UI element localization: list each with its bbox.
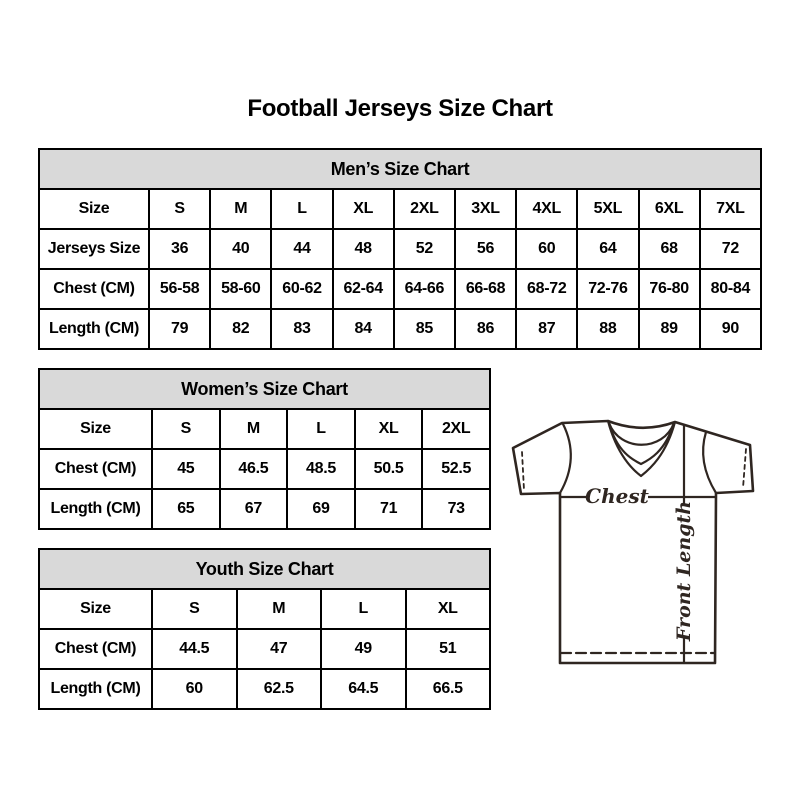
- value-cell: 66-68: [455, 269, 516, 309]
- value-cell: L: [321, 589, 406, 629]
- value-cell: 79: [149, 309, 210, 349]
- value-cell: M: [210, 189, 271, 229]
- table-title: Youth Size Chart: [39, 549, 490, 589]
- value-cell: 64-66: [394, 269, 455, 309]
- page-title: Football Jerseys Size Chart: [247, 95, 553, 122]
- value-cell: 2XL: [422, 409, 490, 449]
- value-cell: S: [152, 409, 220, 449]
- value-cell: XL: [333, 189, 394, 229]
- value-cell: 36: [149, 229, 210, 269]
- row-label-cell: Length (CM): [39, 309, 149, 349]
- value-cell: 5XL: [577, 189, 638, 229]
- youth-size-chart-table: [38, 548, 491, 710]
- value-cell: 80-84: [700, 269, 761, 309]
- value-cell: 50.5: [355, 449, 423, 489]
- row-label-cell: Size: [39, 409, 152, 449]
- row-label-cell: Size: [39, 189, 149, 229]
- table-row: [39, 629, 490, 669]
- value-cell: 60: [152, 669, 237, 709]
- table-row: [39, 229, 761, 269]
- right-armhole-seam: [703, 432, 716, 493]
- value-cell: 66.5: [406, 669, 491, 709]
- value-cell: 82: [210, 309, 271, 349]
- value-cell: M: [220, 409, 288, 449]
- value-cell: 51: [406, 629, 491, 669]
- value-cell: 62-64: [333, 269, 394, 309]
- value-cell: 4XL: [516, 189, 577, 229]
- value-cell: 52.5: [422, 449, 490, 489]
- table-row: [39, 449, 490, 489]
- left-armhole-seam: [560, 424, 571, 493]
- value-cell: S: [149, 189, 210, 229]
- mens-size-chart-table: [38, 148, 762, 350]
- value-cell: 69: [287, 489, 355, 529]
- value-cell: 7XL: [700, 189, 761, 229]
- table-title: Men’s Size Chart: [39, 149, 761, 189]
- value-cell: 85: [394, 309, 455, 349]
- value-cell: 87: [516, 309, 577, 349]
- table-row: [39, 269, 761, 309]
- value-cell: M: [237, 589, 322, 629]
- value-cell: 83: [271, 309, 332, 349]
- value-cell: 45: [152, 449, 220, 489]
- value-cell: 73: [422, 489, 490, 529]
- value-cell: 68: [639, 229, 700, 269]
- value-cell: 47: [237, 629, 322, 669]
- value-cell: 65: [152, 489, 220, 529]
- value-cell: 67: [220, 489, 288, 529]
- table-row: [39, 489, 490, 529]
- value-cell: 64: [577, 229, 638, 269]
- value-cell: 72-76: [577, 269, 638, 309]
- collar-inner-v-seam: [609, 423, 674, 464]
- value-cell: 56-58: [149, 269, 210, 309]
- value-cell: 86: [455, 309, 516, 349]
- row-label-cell: Length (CM): [39, 489, 152, 529]
- jersey-outline: [513, 421, 753, 663]
- value-cell: 64.5: [321, 669, 406, 709]
- table-row: [39, 309, 761, 349]
- value-cell: 44: [271, 229, 332, 269]
- table-row: [39, 669, 490, 709]
- value-cell: 52: [394, 229, 455, 269]
- table-row: [39, 589, 490, 629]
- jersey-diagram-svg: [505, 400, 775, 680]
- row-label-cell: Jerseys Size: [39, 229, 149, 269]
- value-cell: L: [287, 409, 355, 449]
- value-cell: 48.5: [287, 449, 355, 489]
- value-cell: 49: [321, 629, 406, 669]
- value-cell: 88: [577, 309, 638, 349]
- value-cell: XL: [406, 589, 491, 629]
- value-cell: 84: [333, 309, 394, 349]
- womens-size-chart-table: [38, 368, 491, 530]
- value-cell: S: [152, 589, 237, 629]
- value-cell: XL: [355, 409, 423, 449]
- collar-outer-v-seam: [608, 421, 675, 476]
- value-cell: 6XL: [639, 189, 700, 229]
- value-cell: L: [271, 189, 332, 229]
- value-cell: 40: [210, 229, 271, 269]
- value-cell: 76-80: [639, 269, 700, 309]
- value-cell: 46.5: [220, 449, 288, 489]
- chest-measure-label: Chest: [585, 484, 649, 508]
- value-cell: 71: [355, 489, 423, 529]
- row-label-cell: Size: [39, 589, 152, 629]
- value-cell: 90: [700, 309, 761, 349]
- row-label-cell: Length (CM): [39, 669, 152, 709]
- value-cell: 89: [639, 309, 700, 349]
- table-title: Women’s Size Chart: [39, 369, 490, 409]
- value-cell: 60: [516, 229, 577, 269]
- value-cell: 72: [700, 229, 761, 269]
- value-cell: 60-62: [271, 269, 332, 309]
- right-cuff-dashed-line: [743, 449, 746, 488]
- value-cell: 56: [455, 229, 516, 269]
- row-label-cell: Chest (CM): [39, 629, 152, 669]
- value-cell: 3XL: [455, 189, 516, 229]
- row-label-cell: Chest (CM): [39, 269, 149, 309]
- value-cell: 62.5: [237, 669, 322, 709]
- jersey-measurement-diagram: [505, 400, 775, 680]
- left-cuff-dashed-line: [522, 452, 524, 490]
- value-cell: 44.5: [152, 629, 237, 669]
- front-length-measure-label: Front Length: [673, 500, 695, 642]
- table-row: [39, 409, 490, 449]
- value-cell: 58-60: [210, 269, 271, 309]
- row-label-cell: Chest (CM): [39, 449, 152, 489]
- value-cell: 68-72: [516, 269, 577, 309]
- value-cell: 2XL: [394, 189, 455, 229]
- table-row: [39, 189, 761, 229]
- value-cell: 48: [333, 229, 394, 269]
